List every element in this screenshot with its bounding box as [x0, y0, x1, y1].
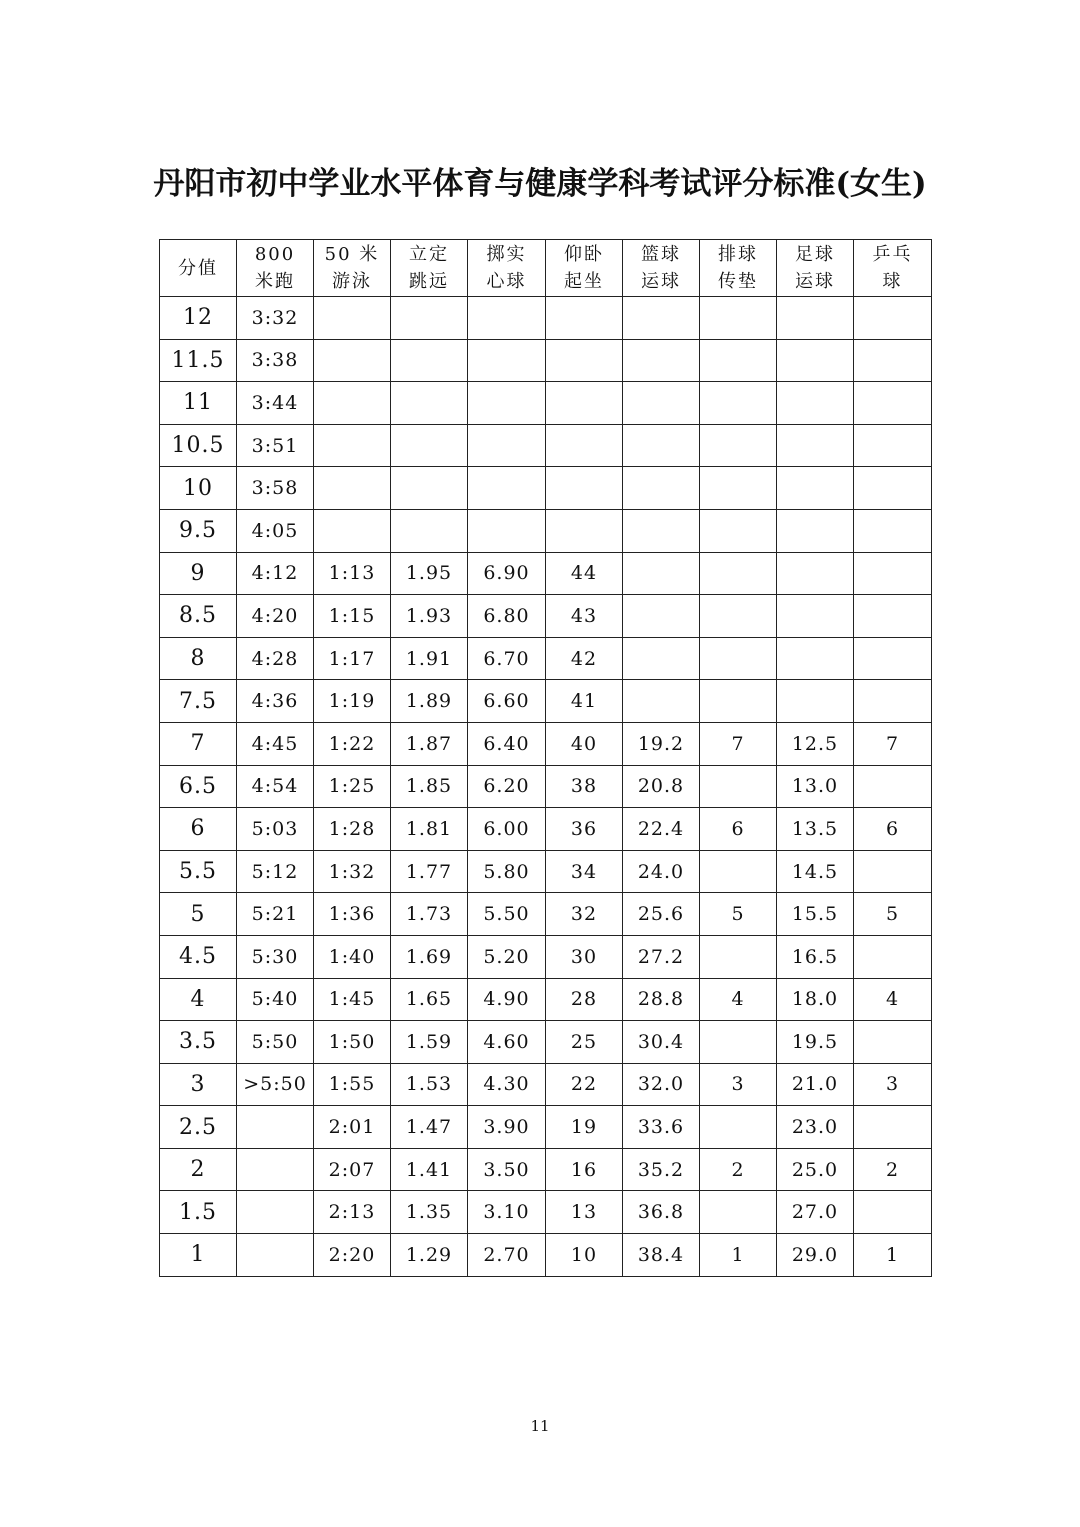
value-cell: 3:38	[237, 339, 314, 382]
value-cell	[623, 467, 700, 510]
value-cell	[468, 509, 546, 552]
value-cell: 1:36	[314, 893, 391, 936]
value-cell: 18.0	[777, 978, 854, 1021]
value-cell	[777, 637, 854, 680]
value-cell: 2.70	[468, 1234, 546, 1277]
value-cell: 28	[546, 978, 623, 1021]
score-cell: 4	[160, 978, 237, 1021]
table-row	[160, 893, 932, 936]
value-cell: 25.0	[777, 1148, 854, 1191]
column-header	[623, 240, 700, 297]
value-cell: 29.0	[777, 1234, 854, 1277]
value-cell	[623, 424, 700, 467]
value-cell: 1.53	[391, 1063, 468, 1106]
value-cell	[314, 297, 391, 340]
value-cell: 6	[854, 808, 932, 851]
value-cell: 5	[700, 893, 777, 936]
table-row	[160, 722, 932, 765]
value-cell	[700, 424, 777, 467]
value-cell	[854, 1106, 932, 1149]
value-cell	[391, 509, 468, 552]
value-cell: 13.5	[777, 808, 854, 851]
value-cell: 16	[546, 1148, 623, 1191]
score-cell: 9.5	[160, 509, 237, 552]
value-cell: 19.2	[623, 722, 700, 765]
column-header	[314, 240, 391, 297]
value-cell	[777, 467, 854, 510]
value-cell	[623, 509, 700, 552]
value-cell	[237, 1191, 314, 1234]
score-cell: 11	[160, 382, 237, 425]
value-cell: 1:55	[314, 1063, 391, 1106]
value-cell	[777, 382, 854, 425]
value-cell: 2	[700, 1148, 777, 1191]
value-cell: 2:13	[314, 1191, 391, 1234]
value-cell	[546, 509, 623, 552]
table-row	[160, 1234, 932, 1277]
value-cell	[546, 382, 623, 425]
value-cell: 3:51	[237, 424, 314, 467]
value-cell	[854, 467, 932, 510]
value-cell: 3	[854, 1063, 932, 1106]
value-cell	[623, 637, 700, 680]
value-cell: 19	[546, 1106, 623, 1149]
score-cell: 7	[160, 722, 237, 765]
value-cell: 14.5	[777, 850, 854, 893]
value-cell: 22	[546, 1063, 623, 1106]
value-cell: 3:58	[237, 467, 314, 510]
column-header	[237, 240, 314, 297]
value-cell	[391, 297, 468, 340]
value-cell: 28.8	[623, 978, 700, 1021]
page-number: 11	[530, 1417, 550, 1435]
value-cell: 6	[700, 808, 777, 851]
value-cell: 5:40	[237, 978, 314, 1021]
value-cell: 1.29	[391, 1234, 468, 1277]
value-cell: 4:12	[237, 552, 314, 595]
score-cell: 5	[160, 893, 237, 936]
column-header-line1: 足球	[795, 244, 835, 265]
column-header	[854, 240, 932, 297]
value-cell: 1.69	[391, 935, 468, 978]
table-row	[160, 680, 932, 723]
value-cell: 44	[546, 552, 623, 595]
value-cell: 1.81	[391, 808, 468, 851]
score-cell: 6	[160, 808, 237, 851]
value-cell: 25.6	[623, 893, 700, 936]
value-cell: 1.35	[391, 1191, 468, 1234]
column-header-line1: 立定	[409, 244, 449, 265]
value-cell: 4	[700, 978, 777, 1021]
value-cell: 1.77	[391, 850, 468, 893]
table-row	[160, 339, 932, 382]
value-cell: 16.5	[777, 935, 854, 978]
value-cell	[854, 595, 932, 638]
value-cell: 5.50	[468, 893, 546, 936]
value-cell: 1.89	[391, 680, 468, 723]
value-cell	[854, 424, 932, 467]
score-cell: 2	[160, 1148, 237, 1191]
value-cell: 7	[854, 722, 932, 765]
value-cell: 1.93	[391, 595, 468, 638]
value-cell	[237, 1106, 314, 1149]
table-row	[160, 467, 932, 510]
value-cell: 1.65	[391, 978, 468, 1021]
value-cell: 38	[546, 765, 623, 808]
value-cell	[237, 1148, 314, 1191]
value-cell	[623, 680, 700, 723]
value-cell: 4:36	[237, 680, 314, 723]
value-cell: 3.50	[468, 1148, 546, 1191]
value-cell: >5:50	[237, 1063, 314, 1106]
score-cell: 8	[160, 637, 237, 680]
value-cell	[700, 509, 777, 552]
value-cell: 3	[700, 1063, 777, 1106]
value-cell: 38.4	[623, 1234, 700, 1277]
value-cell: 1:17	[314, 637, 391, 680]
value-cell: 30.4	[623, 1021, 700, 1064]
value-cell	[391, 382, 468, 425]
value-cell: 36	[546, 808, 623, 851]
value-cell: 34	[546, 850, 623, 893]
value-cell: 4.30	[468, 1063, 546, 1106]
column-header-line2: 心球	[486, 271, 527, 292]
value-cell	[700, 467, 777, 510]
value-cell	[623, 297, 700, 340]
column-header-line2: 跳远	[409, 271, 449, 292]
value-cell: 5:03	[237, 808, 314, 851]
value-cell: 4:20	[237, 595, 314, 638]
value-cell	[314, 424, 391, 467]
score-cell: 3.5	[160, 1021, 237, 1064]
table-row	[160, 1021, 932, 1064]
value-cell: 15.5	[777, 893, 854, 936]
value-cell: 2:07	[314, 1148, 391, 1191]
value-cell: 7	[700, 722, 777, 765]
value-cell	[700, 1191, 777, 1234]
table-row	[160, 424, 932, 467]
value-cell: 1.73	[391, 893, 468, 936]
value-cell	[854, 339, 932, 382]
column-header-line2: 米跑	[255, 271, 295, 292]
value-cell	[546, 339, 623, 382]
score-cell: 3	[160, 1063, 237, 1106]
value-cell: 32	[546, 893, 623, 936]
table-row	[160, 978, 932, 1021]
column-header-line2: 球	[882, 271, 903, 292]
table-body	[160, 297, 932, 1277]
value-cell: 1.87	[391, 722, 468, 765]
value-cell	[700, 680, 777, 723]
column-header-line1: 掷实	[486, 244, 527, 265]
score-cell: 9	[160, 552, 237, 595]
value-cell	[391, 424, 468, 467]
value-cell: 1.41	[391, 1148, 468, 1191]
value-cell: 22.4	[623, 808, 700, 851]
value-cell	[623, 382, 700, 425]
value-cell: 1.59	[391, 1021, 468, 1064]
value-cell	[623, 552, 700, 595]
value-cell	[777, 297, 854, 340]
value-cell: 5:12	[237, 850, 314, 893]
value-cell	[700, 935, 777, 978]
value-cell: 1:50	[314, 1021, 391, 1064]
table-row	[160, 509, 932, 552]
value-cell: 10	[546, 1234, 623, 1277]
value-cell	[854, 680, 932, 723]
value-cell: 30	[546, 935, 623, 978]
value-cell: 5:50	[237, 1021, 314, 1064]
value-cell: 1.95	[391, 552, 468, 595]
value-cell: 3:32	[237, 297, 314, 340]
value-cell	[546, 297, 623, 340]
value-cell	[777, 339, 854, 382]
value-cell: 19.5	[777, 1021, 854, 1064]
table-row	[160, 765, 932, 808]
column-header	[546, 240, 623, 297]
value-cell: 1:19	[314, 680, 391, 723]
value-cell	[700, 552, 777, 595]
score-cell: 1	[160, 1234, 237, 1277]
value-cell: 6.00	[468, 808, 546, 851]
table-row	[160, 808, 932, 851]
table-row	[160, 1191, 932, 1234]
value-cell: 5.80	[468, 850, 546, 893]
value-cell	[700, 1106, 777, 1149]
page-title: 丹阳市初中学业水平体育与健康学科考试评分标准(女生)	[153, 166, 927, 202]
column-header-line2: 运球	[641, 271, 681, 292]
value-cell: 4.90	[468, 978, 546, 1021]
value-cell: 1	[854, 1234, 932, 1277]
value-cell	[700, 850, 777, 893]
value-cell: 33.6	[623, 1106, 700, 1149]
score-cell: 7.5	[160, 680, 237, 723]
column-header-line1: 篮球	[641, 244, 681, 265]
value-cell	[854, 552, 932, 595]
table-row	[160, 552, 932, 595]
value-cell: 1:25	[314, 765, 391, 808]
value-cell: 35.2	[623, 1148, 700, 1191]
value-cell	[777, 509, 854, 552]
value-cell: 40	[546, 722, 623, 765]
value-cell: 6.80	[468, 595, 546, 638]
value-cell	[854, 637, 932, 680]
value-cell	[468, 339, 546, 382]
value-cell: 2:01	[314, 1106, 391, 1149]
value-cell: 5.20	[468, 935, 546, 978]
column-header	[391, 240, 468, 297]
value-cell: 5	[854, 893, 932, 936]
score-cell: 10.5	[160, 424, 237, 467]
column-header-line2: 游泳	[332, 271, 372, 292]
table-row	[160, 850, 932, 893]
value-cell	[700, 595, 777, 638]
value-cell	[854, 850, 932, 893]
value-cell: 3.10	[468, 1191, 546, 1234]
score-cell: 11.5	[160, 339, 237, 382]
value-cell: 36.8	[623, 1191, 700, 1234]
table-row	[160, 1148, 932, 1191]
value-cell	[854, 935, 932, 978]
value-cell: 5:21	[237, 893, 314, 936]
table-row	[160, 595, 932, 638]
value-cell: 1:45	[314, 978, 391, 1021]
value-cell: 1:28	[314, 808, 391, 851]
value-cell	[623, 339, 700, 382]
value-cell: 4.60	[468, 1021, 546, 1064]
scoring-table	[159, 239, 932, 1277]
column-header-line1: 800	[254, 244, 296, 265]
value-cell: 27.0	[777, 1191, 854, 1234]
value-cell	[777, 552, 854, 595]
value-cell	[314, 467, 391, 510]
value-cell: 13	[546, 1191, 623, 1234]
value-cell	[700, 339, 777, 382]
value-cell: 1:32	[314, 850, 391, 893]
score-cell: 8.5	[160, 595, 237, 638]
value-cell: 27.2	[623, 935, 700, 978]
column-header-line1: 仰卧	[564, 244, 604, 265]
table-row	[160, 382, 932, 425]
value-cell: 1:40	[314, 935, 391, 978]
value-cell	[854, 297, 932, 340]
table-row	[160, 1063, 932, 1106]
value-cell: 1:22	[314, 722, 391, 765]
value-cell	[854, 1021, 932, 1064]
value-cell	[700, 637, 777, 680]
column-header	[160, 240, 237, 297]
value-cell: 5:30	[237, 935, 314, 978]
value-cell	[700, 1021, 777, 1064]
value-cell	[391, 467, 468, 510]
value-cell	[468, 424, 546, 467]
value-cell	[623, 595, 700, 638]
value-cell: 41	[546, 680, 623, 723]
value-cell: 4:54	[237, 765, 314, 808]
value-cell: 1	[700, 1234, 777, 1277]
value-cell	[854, 765, 932, 808]
score-cell: 5.5	[160, 850, 237, 893]
value-cell: 6.60	[468, 680, 546, 723]
column-header	[700, 240, 777, 297]
value-cell: 1.91	[391, 637, 468, 680]
value-cell: 20.8	[623, 765, 700, 808]
value-cell: 6.40	[468, 722, 546, 765]
value-cell	[468, 467, 546, 510]
value-cell	[854, 382, 932, 425]
value-cell: 3.90	[468, 1106, 546, 1149]
value-cell	[777, 680, 854, 723]
value-cell: 13.0	[777, 765, 854, 808]
score-cell: 6.5	[160, 765, 237, 808]
value-cell: 4	[854, 978, 932, 1021]
value-cell	[314, 339, 391, 382]
value-cell: 32.0	[623, 1063, 700, 1106]
column-header-line2: 运球	[795, 271, 835, 292]
value-cell: 43	[546, 595, 623, 638]
column-header	[777, 240, 854, 297]
score-cell: 10	[160, 467, 237, 510]
score-cell: 2.5	[160, 1106, 237, 1149]
value-cell	[314, 509, 391, 552]
value-cell: 2	[854, 1148, 932, 1191]
value-cell	[700, 297, 777, 340]
value-cell: 12.5	[777, 722, 854, 765]
table-header-row	[160, 240, 932, 297]
value-cell: 21.0	[777, 1063, 854, 1106]
value-cell: 4:45	[237, 722, 314, 765]
value-cell: 6.90	[468, 552, 546, 595]
value-cell	[777, 595, 854, 638]
column-header	[468, 240, 546, 297]
table-row	[160, 935, 932, 978]
value-cell: 23.0	[777, 1106, 854, 1149]
value-cell: 4:05	[237, 509, 314, 552]
value-cell: 42	[546, 637, 623, 680]
table-row	[160, 297, 932, 340]
value-cell: 3:44	[237, 382, 314, 425]
value-cell	[854, 509, 932, 552]
value-cell	[700, 765, 777, 808]
value-cell	[854, 1191, 932, 1234]
value-cell: 6.20	[468, 765, 546, 808]
value-cell	[468, 382, 546, 425]
column-header-line1: 50 米	[324, 244, 380, 265]
table-row	[160, 637, 932, 680]
column-header-line2: 传垫	[718, 271, 758, 292]
value-cell	[777, 424, 854, 467]
value-cell	[700, 382, 777, 425]
table-row	[160, 1106, 932, 1149]
value-cell	[391, 339, 468, 382]
value-cell: 1.85	[391, 765, 468, 808]
value-cell	[314, 382, 391, 425]
value-cell: 1.47	[391, 1106, 468, 1149]
value-cell: 25	[546, 1021, 623, 1064]
value-cell	[546, 424, 623, 467]
score-cell: 12	[160, 297, 237, 340]
value-cell: 6.70	[468, 637, 546, 680]
value-cell: 24.0	[623, 850, 700, 893]
value-cell	[546, 467, 623, 510]
value-cell	[237, 1234, 314, 1277]
column-header-line1: 乒乓	[872, 244, 913, 265]
value-cell: 2:20	[314, 1234, 391, 1277]
value-cell: 4:28	[237, 637, 314, 680]
value-cell	[468, 297, 546, 340]
value-cell: 1:15	[314, 595, 391, 638]
score-cell: 4.5	[160, 935, 237, 978]
score-cell: 1.5	[160, 1191, 237, 1234]
column-header-line1: 排球	[718, 244, 758, 265]
column-header-line2: 起坐	[564, 271, 604, 292]
value-cell: 1:13	[314, 552, 391, 595]
column-header-line1: 分值	[178, 257, 218, 279]
